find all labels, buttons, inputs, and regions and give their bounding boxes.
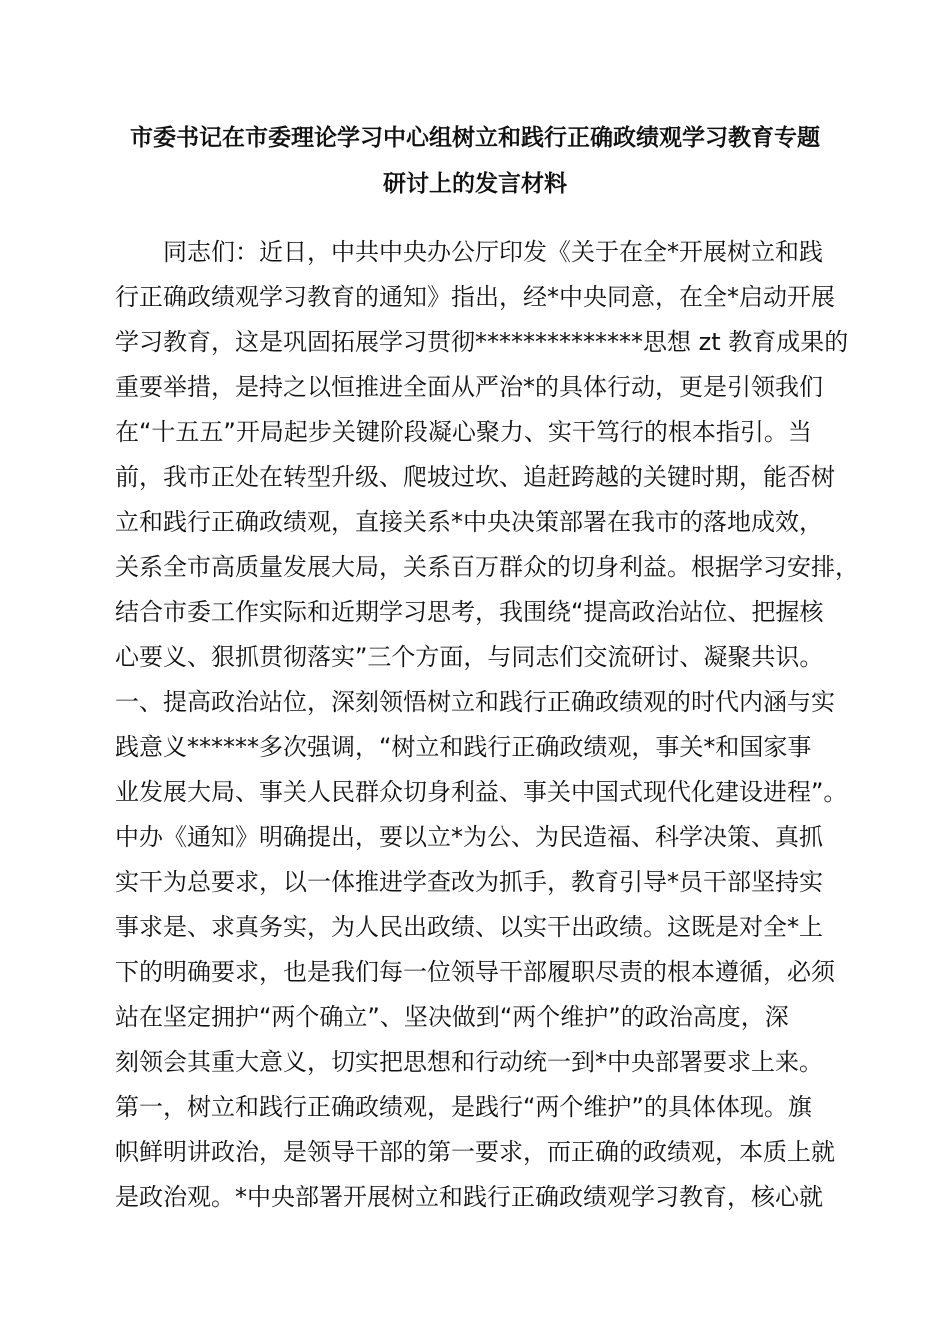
body-line: 重要举措，是持之以恒推进全面从严治*的具体行动，更是引领我们 <box>115 373 823 401</box>
document-title-line-1: 市委书记在市委理论学习中心组树立和践行正确政绩观学习教育专题 <box>130 125 820 151</box>
body-line: 中办《通知》明确提出，要以立*为公、为民造福、科学决策、真抓 <box>115 823 823 851</box>
body-line: 同志们：近日，中共中央办公厅印发《关于在全*开展树立和践 <box>115 238 823 266</box>
body-line: 下的明确要求，也是我们每一位领导干部履职尽责的根本遵循，必须 <box>115 958 835 986</box>
body-line: 实干为总要求，以一体推进学查改为抓手，教育引导*员干部坚持实 <box>115 868 823 896</box>
body-line: 立和践行正确政绩观，直接关系*中央决策部署在我市的落地成效， <box>115 508 823 536</box>
body-line: 在“十五五”开局起步关键阶段凝心聚力、实干笃行的根本指引。当 <box>115 418 812 446</box>
body-line: 结合市委工作实际和近期学习思考，我围绕“提高政治站位、把握核 <box>115 598 824 626</box>
body-line: 前，我市正处在转型升级、爬坡过坎、追赶跨越的关键时期，能否树 <box>115 463 835 491</box>
body-line: 践意义******多次强调，“树立和践行正确政绩观，事关*和国家事 <box>115 733 812 761</box>
body-line: 刻领会其重大意义，切实把思想和行动统一到*中央部署要求上来。 <box>115 1048 823 1076</box>
body-line: 是政治观。*中央部署开展树立和践行正确政绩观学习教育，核心就 <box>115 1183 823 1211</box>
section-heading-line: 一、提高政治站位，深刻领悟树立和践行正确政绩观的时代内涵与实 <box>115 688 835 716</box>
body-line: 站在坚定拥护“两个确立”、坚决做到“两个维护”的政治高度，深 <box>115 1003 789 1031</box>
body-line: 第一，树立和践行正确政绩观，是践行“两个维护”的具体体现。旗 <box>115 1093 812 1121</box>
body-line: 学习教育，这是巩固拓展学习贯彻**************思想 zt 教育成果的 <box>115 328 849 356</box>
body-line: 关系全市高质量发展大局，关系百万群众的切身利益。根据学习安排， <box>115 553 859 581</box>
body-line: 心要义、狠抓贯彻落实”三个方面，与同志们交流研讨、凝聚共识。 <box>115 643 824 671</box>
body-line: 行正确政绩观学习教育的通知》指出，经*中央同意，在全*启动开展 <box>115 283 835 311</box>
body-line: 帜鲜明讲政治，是领导干部的第一要求，而正确的政绩观，本质上就 <box>115 1138 835 1166</box>
document-title-line-2: 研讨上的发言材料 <box>383 171 567 197</box>
body-line: 业发展大局、事关人民群众切身利益、事关中国式现代化建设进程”。 <box>115 778 848 806</box>
body-line: 事求是、求真务实，为人民出政绩、以实干出政绩。这既是对全*上 <box>115 913 823 941</box>
